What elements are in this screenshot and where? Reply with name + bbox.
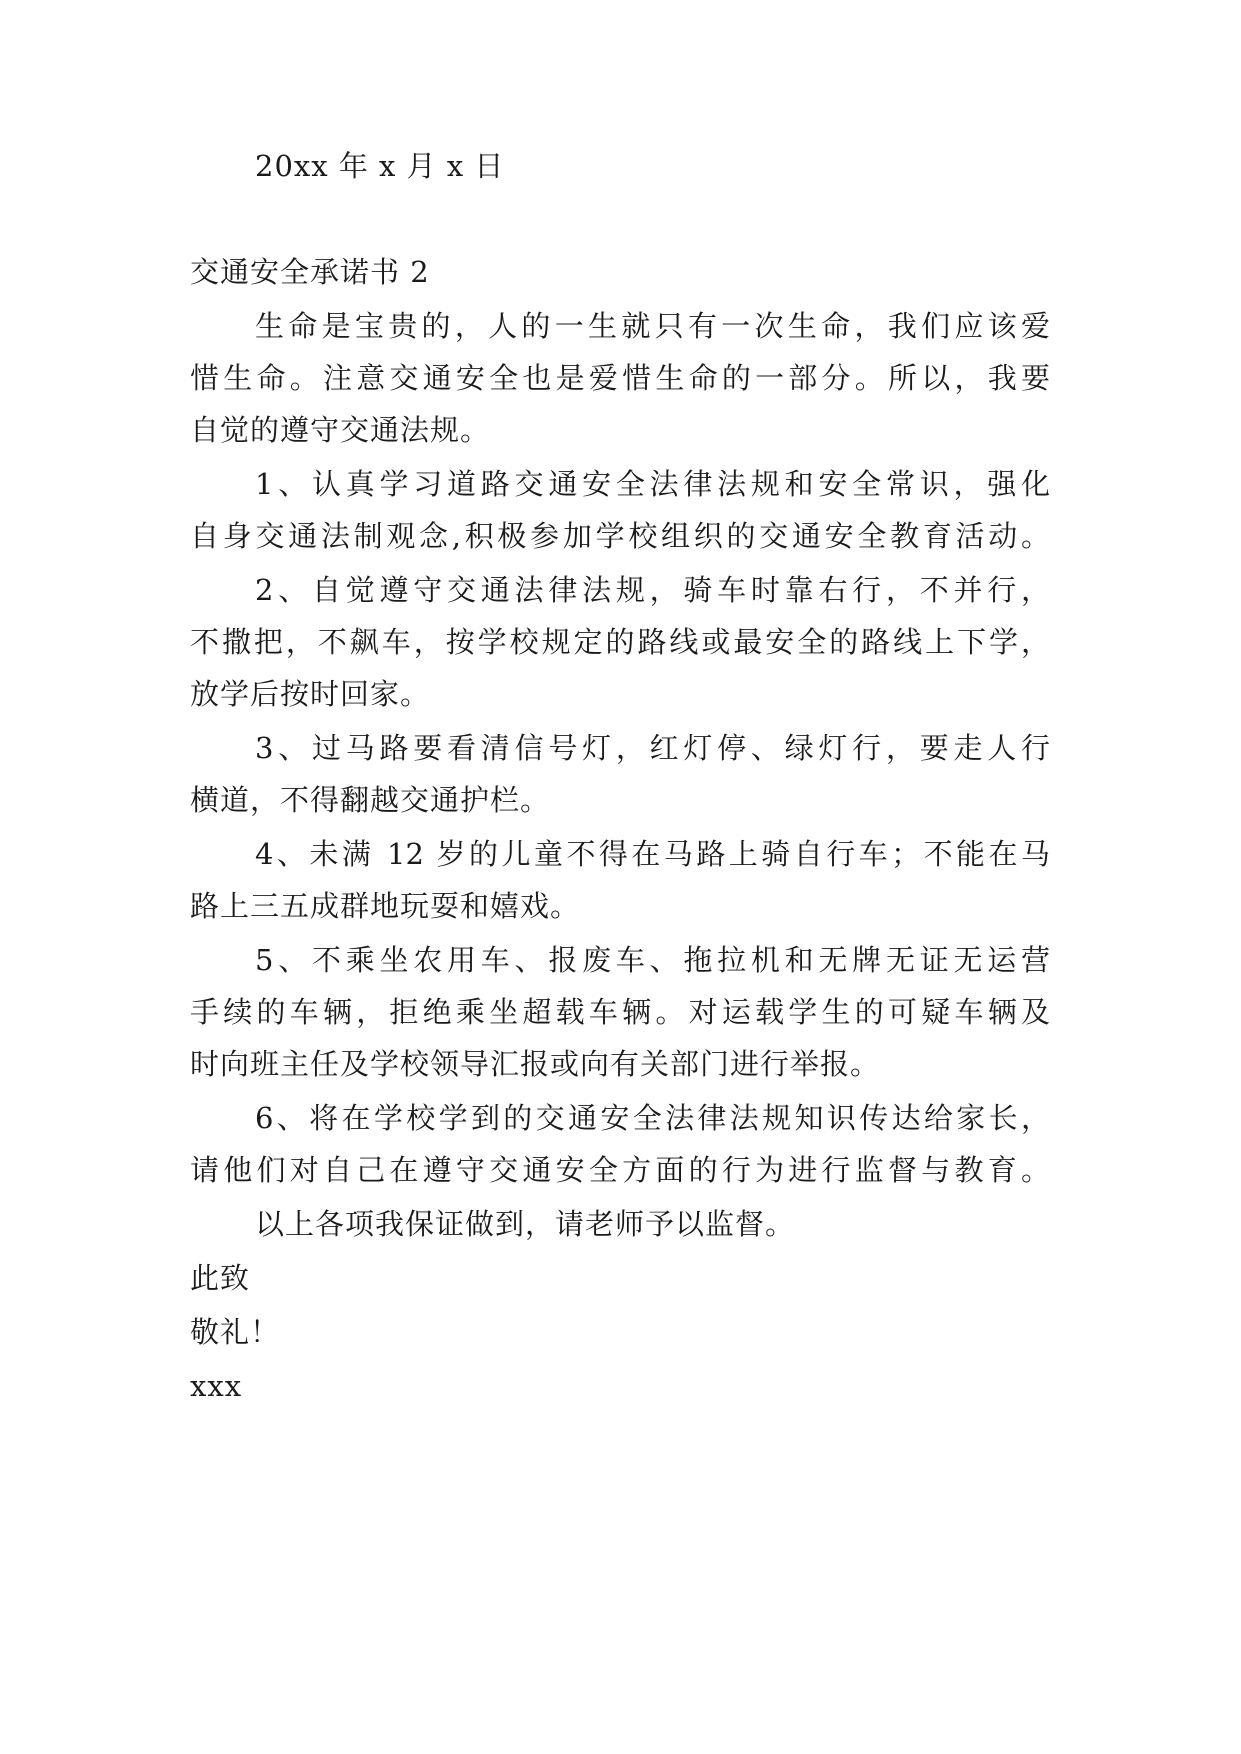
item6-line-2: 请他们对自己在遵守交通安全方面的行为进行监督与教育。: [190, 1153, 1050, 1187]
salutation-jing-li: 敬礼！: [190, 1315, 281, 1349]
item6-line-1: 6、将在学校学到的交通安全法律法规知识传达给家长，: [255, 1101, 1050, 1135]
item3-line-1: 3、过马路要看清信号灯，红灯停、绿灯行，要走人行: [255, 731, 1050, 765]
intro-line-3: 自觉的遵守交通法规。: [190, 413, 491, 447]
item5-line-1: 5、不乘坐农用车、报废车、拖拉机和无牌无证无运营: [255, 943, 1050, 977]
item2-line-2: 不撒把，不飙车，按学校规定的路线或最安全的路线上下学，: [190, 625, 1050, 659]
closing-line: 以上各项我保证做到，请老师予以监督。: [255, 1207, 796, 1241]
item1-line-1: 1、认真学习道路交通安全法律法规和安全常识，强化: [255, 467, 1050, 501]
item4-line-2: 路上三五成群地玩耍和嬉戏。: [190, 889, 581, 923]
intro-line-2: 惜生命。注意交通安全也是爱惜生命的一部分。所以，我要: [190, 361, 1050, 395]
item5-line-2: 手续的车辆，拒绝乘坐超载车辆。对运载学生的可疑车辆及: [190, 995, 1050, 1029]
intro-line-1: 生命是宝贵的，人的一生就只有一次生命，我们应该爱: [255, 309, 1050, 343]
item3-line-2: 横道，不得翻越交通护栏。: [190, 783, 551, 817]
date-line: 20xx 年 x 月 x 日: [255, 149, 505, 183]
item1-line-2: 自身交通法制观念,积极参加学校组织的交通安全教育活动。: [190, 519, 1050, 553]
item2-line-3: 放学后按时回家。: [190, 677, 431, 711]
item2-line-1: 2、自觉遵守交通法律法规，骑车时靠右行，不并行，: [255, 573, 1050, 607]
salutation-ci-zhi: 此致: [190, 1261, 251, 1295]
item5-line-3: 时向班主任及学校领导汇报或向有关部门进行举报。: [190, 1047, 881, 1081]
item4-line-1: 4、未满 12 岁的儿童不得在马路上骑自行车；不能在马: [255, 837, 1050, 871]
signature: xxx: [190, 1369, 243, 1403]
document-title: 交通安全承诺书 2: [190, 255, 430, 289]
